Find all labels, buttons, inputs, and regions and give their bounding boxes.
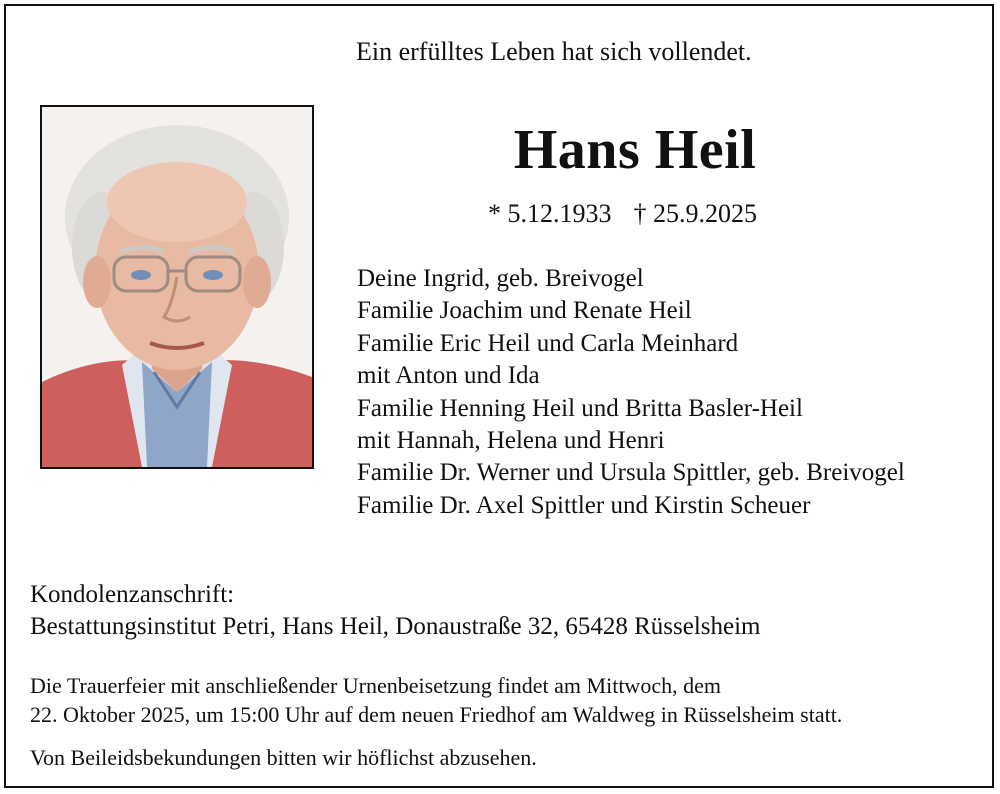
obituary-motto: Ein erfülltes Leben hat sich vollendet.	[356, 37, 752, 66]
deceased-name: Hans Heil	[513, 119, 757, 181]
portrait-photo-icon	[42, 107, 312, 467]
mourner-line: Familie Eric Heil und Carla Meinhard	[357, 329, 739, 357]
condolence-address: Bestattungsinstitut Petri, Hans Heil, Donaustraße 32, 65428 Rüsselsheim	[30, 613, 761, 640]
life-dates	[488, 198, 757, 230]
mourner-line: Familie Dr. Werner und Ursula Spittler, geb. Breivogel	[357, 459, 905, 487]
birth-date: * 5.12.1933	[488, 199, 612, 228]
portrait-photo	[40, 105, 314, 469]
mourner-line: Familie Joachim und Renate Heil	[357, 297, 692, 325]
condolence-label: Kondolenzanschrift:	[30, 581, 235, 608]
mourners-list	[357, 263, 905, 522]
mourner-line: Familie Henning Heil und Britta Basler-Heil	[357, 394, 803, 422]
condolence-section	[30, 579, 761, 643]
ceremony-line: 22. Oktober 2025, um 15:00 Uhr auf dem neuen Friedhof am Waldweg in Rüsselsheim statt.	[30, 702, 843, 727]
death-date: † 25.9.2025	[633, 199, 757, 228]
ceremony-info	[30, 671, 842, 729]
mourner-line: Familie Dr. Axel Spittler und Kirstin Scheuer	[357, 491, 811, 519]
mourner-line: mit Hannah, Helena und Henri	[357, 427, 665, 455]
mourner-line: Deine Ingrid, geb. Breivogel	[357, 265, 644, 292]
mourner-line: mit Anton und Ida	[357, 362, 540, 390]
ceremony-line: Die Trauerfeier mit anschließender Urnenbeisetzung findet am Mittwoch, dem	[30, 673, 721, 698]
condolence-request: Von Beileidsbekundungen bitten wir höflichst abzusehen.	[30, 745, 537, 770]
